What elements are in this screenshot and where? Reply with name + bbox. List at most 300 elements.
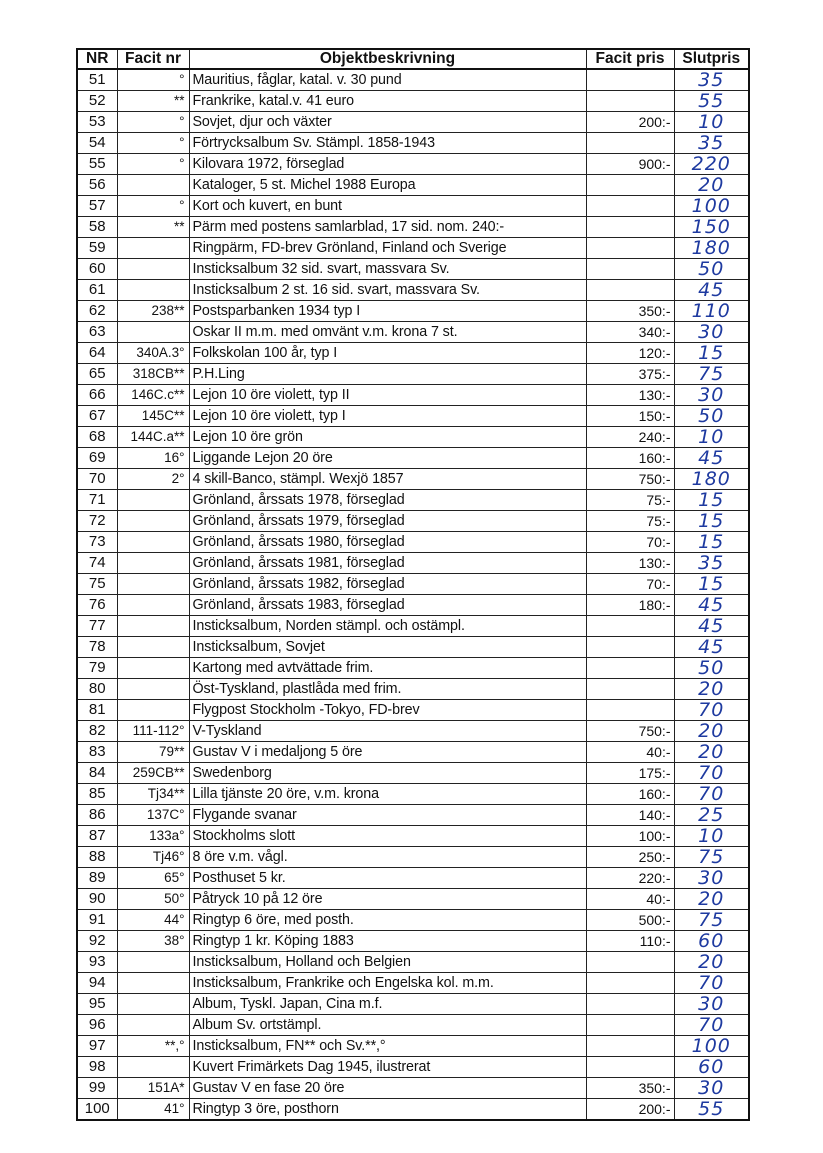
lot-number-cell: 74 [77, 553, 117, 574]
lot-number-cell: 51 [77, 69, 117, 91]
final-price-cell: 100 [674, 196, 749, 217]
facit-price-cell [586, 658, 674, 679]
final-price-cell: 50 [674, 259, 749, 280]
facit-nr-cell: ** [117, 217, 189, 238]
final-price-cell: 60 [674, 931, 749, 952]
header-facit-pris: Facit pris [586, 49, 674, 69]
facit-price-cell: 110:- [586, 931, 674, 952]
facit-price-cell: 900:- [586, 154, 674, 175]
final-price-cell: 75 [674, 847, 749, 868]
table-row [77, 238, 749, 259]
facit-nr-cell: 79** [117, 742, 189, 763]
description-cell: Sovjet, djur och växter [189, 112, 586, 133]
table-row [77, 784, 749, 805]
lot-number-cell: 77 [77, 616, 117, 637]
facit-nr-cell [117, 679, 189, 700]
description-cell: Insticksalbum, FN** och Sv.**,° [189, 1036, 586, 1057]
facit-nr-cell [117, 595, 189, 616]
table-row [77, 532, 749, 553]
table-row [77, 679, 749, 700]
facit-nr-cell [117, 700, 189, 721]
facit-price-cell [586, 700, 674, 721]
header-facit-nr: Facit nr [117, 49, 189, 69]
final-price-cell: 30 [674, 868, 749, 889]
facit-price-cell: 120:- [586, 343, 674, 364]
lot-number-cell: 63 [77, 322, 117, 343]
facit-price-cell [586, 679, 674, 700]
auction-sheet [76, 48, 750, 1121]
facit-nr-cell [117, 1057, 189, 1078]
facit-nr-cell: 146C.c** [117, 385, 189, 406]
description-cell: Album Sv. ortstämpl. [189, 1015, 586, 1036]
final-price-cell: 45 [674, 448, 749, 469]
facit-nr-cell: ** [117, 91, 189, 112]
lot-number-cell: 70 [77, 469, 117, 490]
lot-number-cell: 71 [77, 490, 117, 511]
table-row [77, 700, 749, 721]
facit-price-cell [586, 616, 674, 637]
facit-price-cell: 375:- [586, 364, 674, 385]
lot-number-cell: 83 [77, 742, 117, 763]
description-cell: Kilovara 1972, förseglad [189, 154, 586, 175]
table-row [77, 133, 749, 154]
description-cell: Lilla tjänste 20 öre, v.m. krona [189, 784, 586, 805]
final-price-cell: 45 [674, 616, 749, 637]
table-row [77, 889, 749, 910]
final-price-cell: 35 [674, 133, 749, 154]
header-nr: NR [77, 49, 117, 69]
table-row [77, 490, 749, 511]
description-cell: Pärm med postens samlarblad, 17 sid. nom. 240:- [189, 217, 586, 238]
lot-number-cell: 75 [77, 574, 117, 595]
final-price-cell: 10 [674, 112, 749, 133]
final-price-cell: 110 [674, 301, 749, 322]
table-row [77, 805, 749, 826]
facit-price-cell [586, 175, 674, 196]
facit-nr-cell [117, 616, 189, 637]
lot-number-cell: 54 [77, 133, 117, 154]
facit-nr-cell [117, 532, 189, 553]
lot-number-cell: 52 [77, 91, 117, 112]
table-row [77, 574, 749, 595]
table-row [77, 406, 749, 427]
table-row [77, 301, 749, 322]
final-price-cell: 45 [674, 595, 749, 616]
table-row [77, 69, 749, 91]
table-row [77, 196, 749, 217]
lot-number-cell: 93 [77, 952, 117, 973]
facit-price-cell: 750:- [586, 469, 674, 490]
final-price-cell: 35 [674, 69, 749, 91]
description-cell: Ringtyp 3 öre, posthorn [189, 1099, 586, 1121]
facit-price-cell: 160:- [586, 784, 674, 805]
facit-price-cell: 75:- [586, 511, 674, 532]
facit-price-cell: 200:- [586, 1099, 674, 1121]
facit-price-cell [586, 133, 674, 154]
table-row [77, 511, 749, 532]
final-price-cell: 75 [674, 910, 749, 931]
facit-nr-cell: ° [117, 196, 189, 217]
table-row [77, 175, 749, 196]
facit-price-cell [586, 91, 674, 112]
facit-price-cell: 250:- [586, 847, 674, 868]
final-price-cell: 10 [674, 826, 749, 847]
lot-number-cell: 67 [77, 406, 117, 427]
description-cell: P.H.Ling [189, 364, 586, 385]
lot-number-cell: 78 [77, 637, 117, 658]
description-cell: Kort och kuvert, en bunt [189, 196, 586, 217]
facit-nr-cell: 41° [117, 1099, 189, 1121]
facit-price-cell [586, 637, 674, 658]
final-price-cell: 70 [674, 1015, 749, 1036]
facit-nr-cell: Tj46° [117, 847, 189, 868]
description-cell: Insticksalbum, Frankrike och Engelska kol. m.m. [189, 973, 586, 994]
table-row [77, 112, 749, 133]
facit-nr-cell [117, 511, 189, 532]
lot-number-cell: 59 [77, 238, 117, 259]
final-price-cell: 75 [674, 364, 749, 385]
table-row [77, 469, 749, 490]
description-cell: Öst-Tyskland, plastlåda med frim. [189, 679, 586, 700]
description-cell: Flygande svanar [189, 805, 586, 826]
lot-number-cell: 89 [77, 868, 117, 889]
table-row [77, 1015, 749, 1036]
final-price-cell: 30 [674, 322, 749, 343]
final-price-cell: 55 [674, 91, 749, 112]
facit-nr-cell: 145C** [117, 406, 189, 427]
facit-nr-cell: ° [117, 112, 189, 133]
final-price-cell: 15 [674, 490, 749, 511]
description-cell: Ringtyp 6 öre, med posth. [189, 910, 586, 931]
facit-price-cell [586, 259, 674, 280]
final-price-cell: 50 [674, 406, 749, 427]
table-row [77, 658, 749, 679]
final-price-cell: 15 [674, 532, 749, 553]
final-price-cell: 220 [674, 154, 749, 175]
description-cell: Grönland, årssats 1980, förseglad [189, 532, 586, 553]
table-row [77, 973, 749, 994]
table-row [77, 154, 749, 175]
lot-number-cell: 73 [77, 532, 117, 553]
final-price-cell: 15 [674, 511, 749, 532]
facit-price-cell: 100:- [586, 826, 674, 847]
facit-price-cell: 130:- [586, 385, 674, 406]
description-cell: Ringtyp 1 kr. Köping 1883 [189, 931, 586, 952]
facit-nr-cell [117, 1015, 189, 1036]
facit-nr-cell: 16° [117, 448, 189, 469]
facit-nr-cell: Tj34** [117, 784, 189, 805]
facit-nr-cell: 151A* [117, 1078, 189, 1099]
description-cell: 4 skill-Banco, stämpl. Wexjö 1857 [189, 469, 586, 490]
description-cell: Påtryck 10 på 12 öre [189, 889, 586, 910]
lot-number-cell: 81 [77, 700, 117, 721]
description-cell: Album, Tyskl. Japan, Cina m.f. [189, 994, 586, 1015]
facit-price-cell [586, 238, 674, 259]
final-price-cell: 20 [674, 889, 749, 910]
lot-number-cell: 53 [77, 112, 117, 133]
lot-number-cell: 88 [77, 847, 117, 868]
final-price-cell: 20 [674, 952, 749, 973]
description-cell: Swedenborg [189, 763, 586, 784]
description-cell: Kartong med avtvättade frim. [189, 658, 586, 679]
description-cell: V-Tyskland [189, 721, 586, 742]
lot-number-cell: 94 [77, 973, 117, 994]
header-row [77, 49, 749, 69]
facit-price-cell: 75:- [586, 490, 674, 511]
description-cell: Insticksalbum, Sovjet [189, 637, 586, 658]
description-cell: Insticksalbum 2 st. 16 sid. svart, massvara Sv. [189, 280, 586, 301]
facit-nr-cell: 259CB** [117, 763, 189, 784]
lot-number-cell: 90 [77, 889, 117, 910]
lot-number-cell: 58 [77, 217, 117, 238]
final-price-cell: 45 [674, 637, 749, 658]
final-price-cell: 15 [674, 574, 749, 595]
table-row [77, 994, 749, 1015]
final-price-cell: 70 [674, 700, 749, 721]
facit-price-cell [586, 994, 674, 1015]
final-price-cell: 35 [674, 553, 749, 574]
final-price-cell: 70 [674, 973, 749, 994]
table-row [77, 322, 749, 343]
table-row [77, 721, 749, 742]
table-row [77, 553, 749, 574]
description-cell: Kuvert Frimärkets Dag 1945, ilustrerat [189, 1057, 586, 1078]
facit-price-cell: 240:- [586, 427, 674, 448]
lot-number-cell: 80 [77, 679, 117, 700]
lot-number-cell: 68 [77, 427, 117, 448]
description-cell: Insticksalbum 32 sid. svart, massvara Sv. [189, 259, 586, 280]
lot-number-cell: 85 [77, 784, 117, 805]
facit-price-cell [586, 217, 674, 238]
lot-number-cell: 56 [77, 175, 117, 196]
final-price-cell: 70 [674, 763, 749, 784]
description-cell: Liggande Lejon 20 öre [189, 448, 586, 469]
description-cell: Folkskolan 100 år, typ I [189, 343, 586, 364]
lot-number-cell: 62 [77, 301, 117, 322]
final-price-cell: 10 [674, 427, 749, 448]
table-row [77, 742, 749, 763]
final-price-cell: 20 [674, 721, 749, 742]
facit-price-cell [586, 69, 674, 91]
table-row [77, 217, 749, 238]
auction-results-table [76, 48, 750, 1121]
description-cell: Grönland, årssats 1978, förseglad [189, 490, 586, 511]
lot-number-cell: 61 [77, 280, 117, 301]
description-cell: Insticksalbum, Holland och Belgien [189, 952, 586, 973]
facit-nr-cell: 238** [117, 301, 189, 322]
facit-price-cell [586, 952, 674, 973]
table-row [77, 1057, 749, 1078]
description-cell: Grönland, årssats 1979, förseglad [189, 511, 586, 532]
description-cell: Grönland, årssats 1981, förseglad [189, 553, 586, 574]
description-cell: Förtrycksalbum Sv. Stämpl. 1858-1943 [189, 133, 586, 154]
facit-price-cell: 70:- [586, 574, 674, 595]
facit-price-cell: 140:- [586, 805, 674, 826]
description-cell: Kataloger, 5 st. Michel 1988 Europa [189, 175, 586, 196]
lot-number-cell: 64 [77, 343, 117, 364]
facit-price-cell [586, 280, 674, 301]
facit-nr-cell: ° [117, 133, 189, 154]
table-row [77, 931, 749, 952]
table-row [77, 847, 749, 868]
table-row [77, 637, 749, 658]
description-cell: Insticksalbum, Norden stämpl. och ostämpl. [189, 616, 586, 637]
facit-price-cell: 200:- [586, 112, 674, 133]
table-body [77, 69, 749, 1120]
facit-nr-cell [117, 259, 189, 280]
facit-nr-cell: ° [117, 154, 189, 175]
facit-price-cell: 180:- [586, 595, 674, 616]
facit-nr-cell: 65° [117, 868, 189, 889]
description-cell: Lejon 10 öre violett, typ II [189, 385, 586, 406]
facit-nr-cell [117, 637, 189, 658]
facit-price-cell: 350:- [586, 1078, 674, 1099]
facit-nr-cell [117, 322, 189, 343]
facit-nr-cell: 133a° [117, 826, 189, 847]
description-cell: Flygpost Stockholm -Tokyo, FD-brev [189, 700, 586, 721]
facit-nr-cell: 44° [117, 910, 189, 931]
table-row [77, 91, 749, 112]
facit-nr-cell: 340A.3° [117, 343, 189, 364]
description-cell: Grönland, årssats 1982, förseglad [189, 574, 586, 595]
final-price-cell: 30 [674, 994, 749, 1015]
facit-price-cell: 750:- [586, 721, 674, 742]
final-price-cell: 150 [674, 217, 749, 238]
facit-price-cell: 150:- [586, 406, 674, 427]
facit-price-cell: 175:- [586, 763, 674, 784]
table-row [77, 448, 749, 469]
facit-nr-cell [117, 175, 189, 196]
facit-nr-cell [117, 658, 189, 679]
facit-price-cell: 70:- [586, 532, 674, 553]
facit-price-cell: 350:- [586, 301, 674, 322]
table-row [77, 1078, 749, 1099]
facit-price-cell: 160:- [586, 448, 674, 469]
final-price-cell: 50 [674, 658, 749, 679]
lot-number-cell: 99 [77, 1078, 117, 1099]
table-row [77, 595, 749, 616]
facit-price-cell: 340:- [586, 322, 674, 343]
description-cell: Stockholms slott [189, 826, 586, 847]
lot-number-cell: 65 [77, 364, 117, 385]
facit-nr-cell [117, 238, 189, 259]
lot-number-cell: 91 [77, 910, 117, 931]
lot-number-cell: 96 [77, 1015, 117, 1036]
table-row [77, 343, 749, 364]
table-row [77, 868, 749, 889]
table-row [77, 910, 749, 931]
final-price-cell: 20 [674, 679, 749, 700]
facit-nr-cell [117, 490, 189, 511]
lot-number-cell: 92 [77, 931, 117, 952]
lot-number-cell: 57 [77, 196, 117, 217]
description-cell: Mauritius, fåglar, katal. v. 30 pund [189, 69, 586, 91]
lot-number-cell: 97 [77, 1036, 117, 1057]
final-price-cell: 20 [674, 742, 749, 763]
facit-price-cell [586, 1015, 674, 1036]
lot-number-cell: 55 [77, 154, 117, 175]
description-cell: Gustav V en fase 20 öre [189, 1078, 586, 1099]
facit-nr-cell [117, 553, 189, 574]
facit-price-cell: 500:- [586, 910, 674, 931]
facit-price-cell: 130:- [586, 553, 674, 574]
lot-number-cell: 98 [77, 1057, 117, 1078]
table-row [77, 1036, 749, 1057]
facit-price-cell: 40:- [586, 742, 674, 763]
facit-nr-cell: 50° [117, 889, 189, 910]
final-price-cell: 55 [674, 1099, 749, 1121]
table-row [77, 259, 749, 280]
lot-number-cell: 72 [77, 511, 117, 532]
facit-price-cell: 220:- [586, 868, 674, 889]
final-price-cell: 30 [674, 1078, 749, 1099]
description-cell: Oskar II m.m. med omvänt v.m. krona 7 st. [189, 322, 586, 343]
facit-nr-cell: ° [117, 69, 189, 91]
facit-nr-cell: 144C.a** [117, 427, 189, 448]
table-row [77, 826, 749, 847]
lot-number-cell: 76 [77, 595, 117, 616]
lot-number-cell: 60 [77, 259, 117, 280]
header-objektbeskrivning: Objektbeskrivning [189, 49, 586, 69]
lot-number-cell: 66 [77, 385, 117, 406]
final-price-cell: 45 [674, 280, 749, 301]
table-row [77, 616, 749, 637]
table-row [77, 1099, 749, 1121]
facit-nr-cell: 2° [117, 469, 189, 490]
lot-number-cell: 82 [77, 721, 117, 742]
description-cell: Ringpärm, FD-brev Grönland, Finland och Sverige [189, 238, 586, 259]
final-price-cell: 25 [674, 805, 749, 826]
facit-price-cell [586, 973, 674, 994]
description-cell: Posthuset 5 kr. [189, 868, 586, 889]
lot-number-cell: 84 [77, 763, 117, 784]
final-price-cell: 180 [674, 469, 749, 490]
lot-number-cell: 100 [77, 1099, 117, 1121]
facit-price-cell [586, 1057, 674, 1078]
lot-number-cell: 95 [77, 994, 117, 1015]
description-cell: Postsparbanken 1934 typ I [189, 301, 586, 322]
final-price-cell: 180 [674, 238, 749, 259]
final-price-cell: 70 [674, 784, 749, 805]
facit-price-cell: 40:- [586, 889, 674, 910]
description-cell: Frankrike, katal.v. 41 euro [189, 91, 586, 112]
final-price-cell: 100 [674, 1036, 749, 1057]
header-slutpris: Slutpris [674, 49, 749, 69]
facit-nr-cell [117, 994, 189, 1015]
table-row [77, 364, 749, 385]
description-cell: Gustav V i medaljong 5 öre [189, 742, 586, 763]
facit-nr-cell [117, 973, 189, 994]
facit-nr-cell [117, 952, 189, 973]
final-price-cell: 15 [674, 343, 749, 364]
table-row [77, 385, 749, 406]
lot-number-cell: 79 [77, 658, 117, 679]
facit-nr-cell: 111-112° [117, 721, 189, 742]
facit-nr-cell: **,° [117, 1036, 189, 1057]
final-price-cell: 20 [674, 175, 749, 196]
facit-nr-cell: 318CB** [117, 364, 189, 385]
table-row [77, 427, 749, 448]
lot-number-cell: 69 [77, 448, 117, 469]
table-row [77, 280, 749, 301]
final-price-cell: 30 [674, 385, 749, 406]
final-price-cell: 60 [674, 1057, 749, 1078]
facit-nr-cell: 38° [117, 931, 189, 952]
facit-nr-cell [117, 280, 189, 301]
table-row [77, 763, 749, 784]
description-cell: Lejon 10 öre violett, typ I [189, 406, 586, 427]
description-cell: 8 öre v.m. vågl. [189, 847, 586, 868]
